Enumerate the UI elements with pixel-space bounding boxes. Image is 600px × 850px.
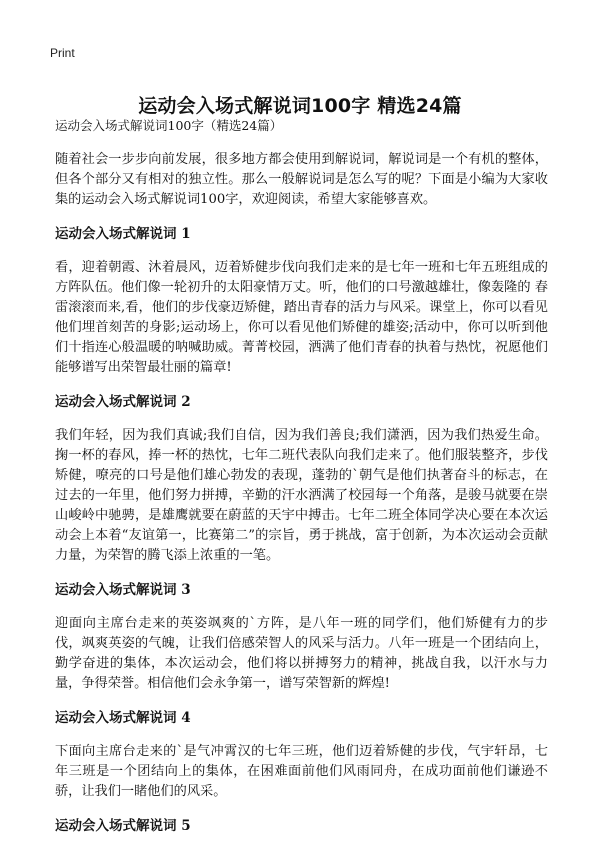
- section-text-3: 迎面向主席台走来的英姿飒爽的`方阵，是八年一班的同学们，他们矫健有力的步伐，飒爽英姿的气魄，让我们倍感荣智人的风采与活力。八年一班是一个团结向上，勤学奋进的集体，本次运动会，他们将以拼搏努力的精神，挑战自我，以汗水与力量，争得荣誉。相信他们会永争第一，谱写荣智新的辉煌!: [55, 616, 548, 691]
- document-body: [55, 116, 548, 850]
- section-text-2: 我们年轻，因为我们真诚;我们自信，因为我们善良;我们潇洒，因为我们热爱生命。掬一杯的春风，捧一杯的热忱，七年二班代表队向我们走来了。他们服装整齐，步伐矫健，嘹亮的口号是他们雄心勃发的表现，蓬勃的`朝气是他们执著奋斗的标志，在过去的一年里，他们努力拼搏，辛勤的汗水洒满了校园每一个角落，是骏马就要在崇山峻岭中驰骋，是雄鹰就要在蔚蓝的天宇中搏击。七年二班全体同学决心要在本次运动会上本着“友谊第一，比赛第二”的宗旨，勇于挑战，富于创新，为本次运动会贡献力量，为荣智的腾飞添上浓重的一笔。: [55, 428, 548, 563]
- section-heading-4: 运动会入场式解说词 4: [55, 710, 191, 726]
- section-heading-1: 运动会入场式解说词 1: [55, 226, 191, 242]
- intro-paragraph: 随着社会一步步向前发展，很多地方都会使用到解说词，解说词是一个有机的整体，但各个部分又有相对的独立性。那么一般解说词是怎么写的呢？下面是小编为大家收集的运动会入场式解说词100字，欢迎阅读，希望大家能够喜欢。: [55, 152, 548, 207]
- section-heading-5: 运动会入场式解说词 5: [55, 818, 191, 834]
- section-heading-3: 运动会入场式解说词 3: [55, 582, 191, 598]
- page-title: 运动会入场式解说词100字 精选24篇: [138, 94, 462, 117]
- section-heading-2: 运动会入场式解说词 2: [55, 394, 191, 410]
- section-text-1: 看，迎着朝霞、沐着晨风，迈着矫健步伐向我们走来的是七年一班和七年五班组成的方阵队伍。他们像一轮初升的太阳豪情万丈。听，他们的口号激越雄壮，像轰隆的 春雷滚滚而来,看，他们的步伐豪迈矫健，踏出青春的活力与风采。课堂上，你可以看见他们埋首刻苦的身影;运动场上，你可以看见他们矫健的雄姿;活动中，你可以听到他们十指连心般温暖的呐喊助威。菁菁校园，洒满了他们青春的执着与热忱，祝愿他们能够谱写出荣智最壮丽的篇章!: [55, 260, 548, 375]
- section-text-4: 下面向主席台走来的`是气冲霄汉的七年三班，他们迈着矫健的步伐，气宇轩昂，七年三班是一个团结向上的集体，在困难面前他们风雨同舟，在成功面前他们谦逊不骄，让我们一睹他们的风采。: [55, 744, 548, 799]
- document-subtitle: 运动会入场式解说词100字（精选24篇）: [55, 118, 283, 133]
- print-link[interactable]: Print: [50, 46, 75, 60]
